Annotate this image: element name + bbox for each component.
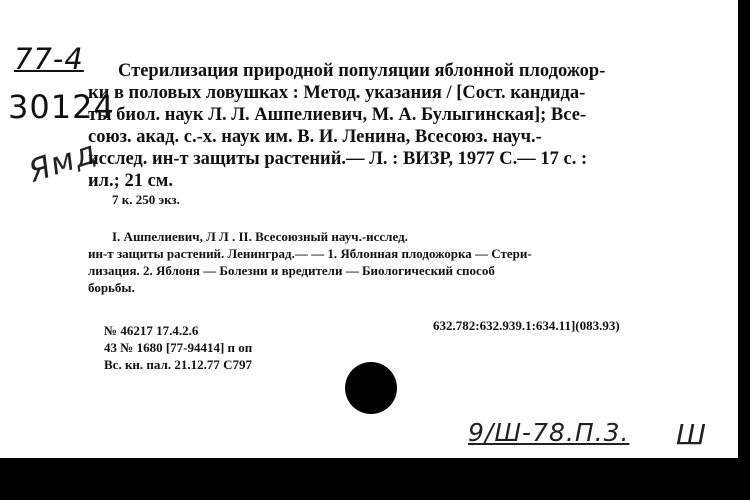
shelf-mark-top: 77-4 [14,42,84,76]
main-entry-line: ки в половых ловушках : Метод. указания / [Сост. кандида- [88,83,586,103]
stats-line: Вс. кн. пал. 21.12.77 С797 [104,357,252,372]
card-edge-right [738,0,750,458]
main-entry-line: союз. акад. с.-х. наук им. В. И. Ленина, Всесоюз. науч.- [88,127,542,147]
main-entry [88,60,688,192]
main-entry-line: исслед. ин-т защиты растений.— Л. : ВИЗР, 1977 С.— 17 с. : [88,149,588,169]
handwritten-date-stamp: 9/Ш-78.П.3. [468,418,630,447]
registration-stats [104,322,252,373]
handwritten-initials: Ямд [24,134,102,190]
punch-hole [345,362,397,414]
tracing-line: борьбы. [88,280,135,295]
handwritten-signature: Ш [676,418,707,451]
stats-line: № 46217 17.4.2.6 [104,323,199,338]
tracing-line: I. Ашпелиевич, Л Л . II. Всесоюзный науч.-исслед. [112,229,408,244]
tracing-line: лизация. 2. Яблоня — Болезни и вредители — Биологический способ [88,263,495,278]
udc-code: 632.782:632.939.1:634.11](083.93) [433,318,620,333]
main-entry-line: ил.; 21 см. [88,171,174,191]
tracing-line: ин-т защиты растений. Ленинград.— — 1. Яблонная плодожорка — Стери- [88,246,532,261]
tracing-block [88,228,680,296]
main-entry-line: ты биол. наук Л. Л. Ашпелиевич, М. А. Булыгинская]; Все- [88,105,587,125]
main-entry-line: Стерилизация природной популяции яблонной плодожор- [118,61,606,81]
stats-line: 43 № 1680 [77-94414] п оп [104,340,253,355]
shelf-mark-bottom: 30124 [8,88,115,126]
card-edge-bottom [0,458,750,500]
circulation-note: 7 к. 250 экз. [112,192,180,207]
